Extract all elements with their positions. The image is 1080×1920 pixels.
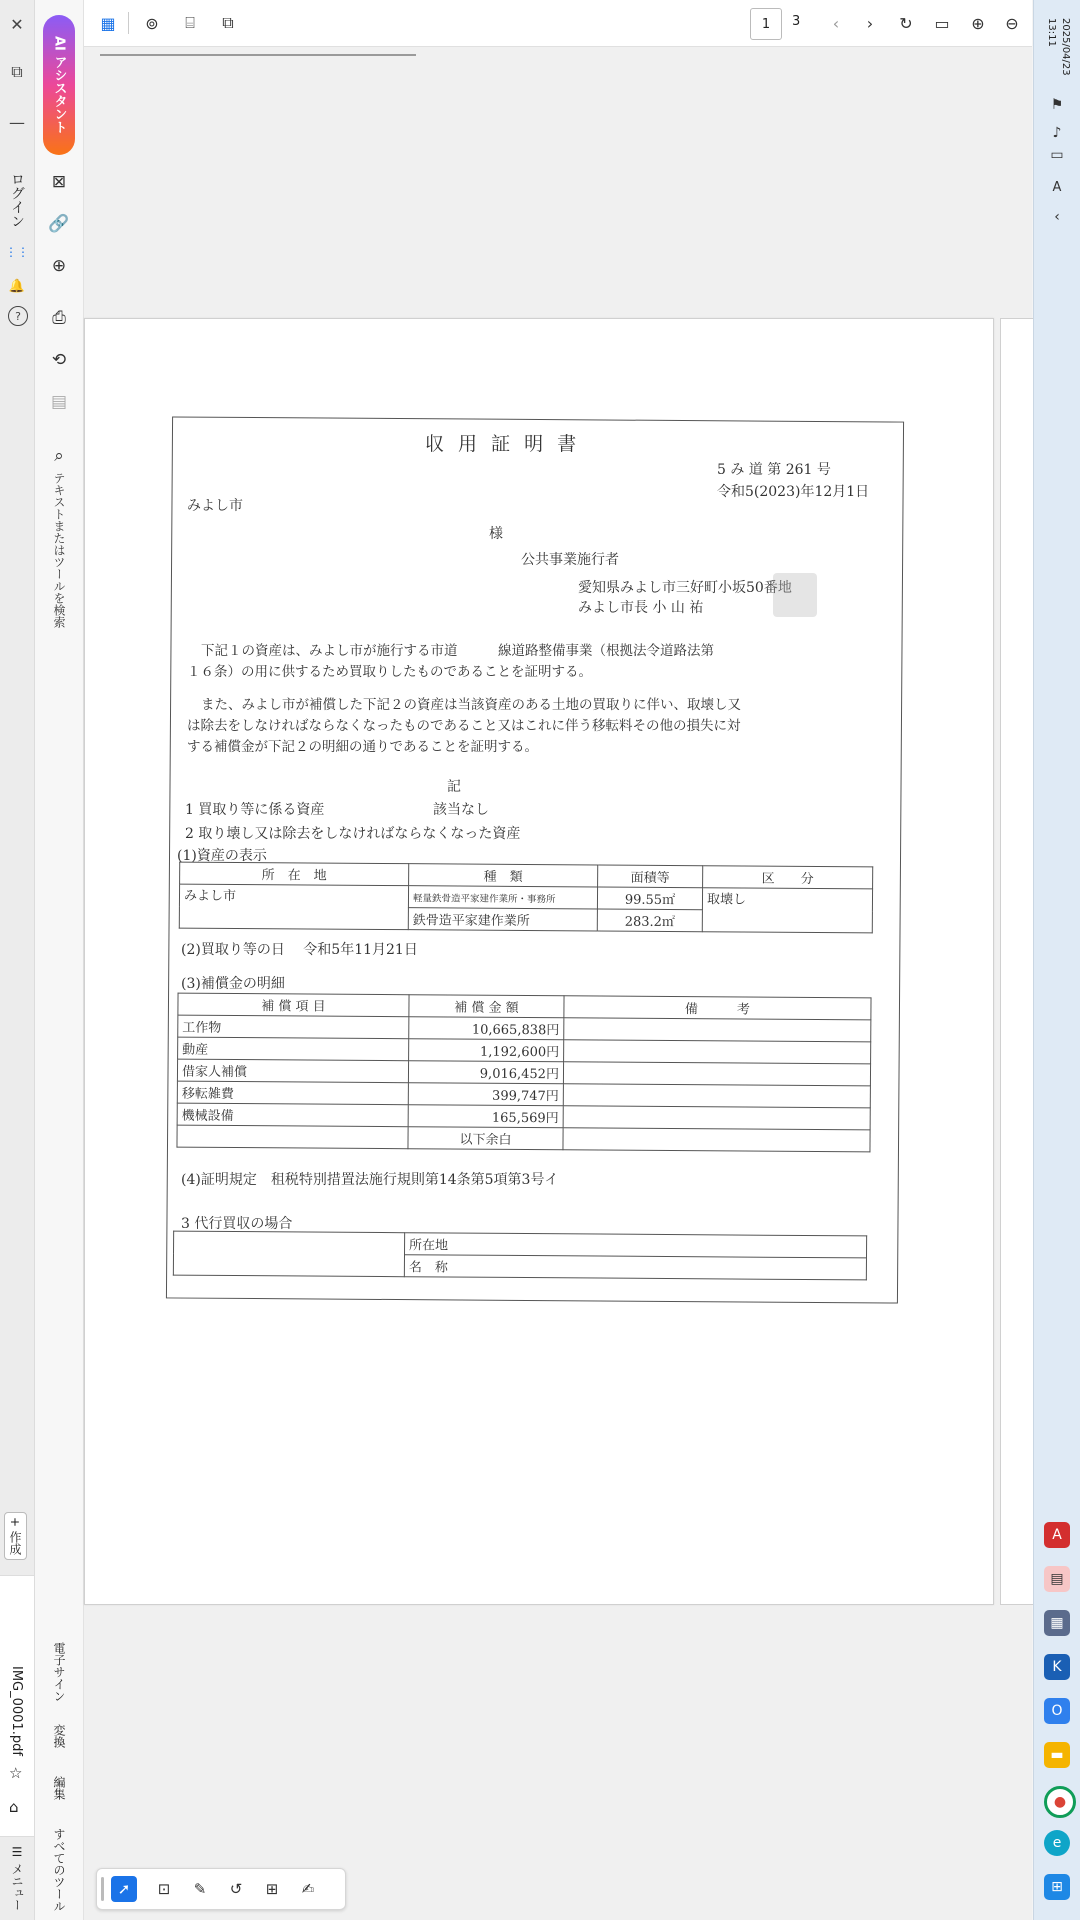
asset-area-1: 99.55㎡ xyxy=(597,887,702,910)
subsection-1: (1)資産の表示 xyxy=(177,848,267,864)
issuer-name: みよし市長 小 山 祐 xyxy=(578,600,704,616)
edit-tab[interactable]: 編集 xyxy=(52,1776,66,1800)
notification-icon[interactable]: ⚑ xyxy=(1050,97,1064,113)
next-page-preview xyxy=(1000,318,1034,1605)
outlook-app-icon[interactable]: O xyxy=(1044,1698,1070,1724)
document-date: 令和5(2023)年12月1日 xyxy=(717,484,870,500)
share-icon[interactable]: ⟲ xyxy=(51,350,67,370)
taskbar-time[interactable]: 13:11 xyxy=(1046,18,1057,47)
asset-header-type: 種 類 xyxy=(409,864,598,887)
esign-tab[interactable]: 電子サイン xyxy=(52,1642,66,1702)
volume-icon[interactable]: ♪ xyxy=(1052,125,1062,141)
left-tool-column xyxy=(35,0,84,1920)
comp-remarks xyxy=(563,1084,870,1108)
sticky-notes-app-icon[interactable]: ▤ xyxy=(1044,1566,1070,1592)
search-tools-input[interactable]: テキストまたはツールを検索 xyxy=(52,472,66,628)
draw-tool-icon[interactable]: ↺ xyxy=(229,1880,243,1898)
input-method-icon[interactable]: A xyxy=(1052,179,1062,195)
comment-tool-icon[interactable]: ⊡ xyxy=(157,1880,171,1898)
comp-remarks xyxy=(563,1128,870,1152)
toolbar-divider xyxy=(128,12,129,34)
bookmark-icon[interactable]: ⊚ xyxy=(145,13,159,33)
layers-icon[interactable]: ⧉ xyxy=(222,13,234,32)
asset-header-area: 面積等 xyxy=(598,865,703,888)
proxy-table xyxy=(173,1231,867,1281)
select-tool-icon[interactable]: ➚ xyxy=(111,1876,137,1902)
item-3: 3 代行買収の場合 xyxy=(181,1216,293,1232)
certificate-title: 収 用 証 明 書 xyxy=(425,433,581,455)
comp-item: 機械設備 xyxy=(177,1103,408,1127)
asset-type-1: 軽量鉄骨造平家建作業所・事務所 xyxy=(408,886,597,909)
comp-remarks xyxy=(564,1018,871,1042)
comp-item xyxy=(177,1125,408,1149)
top-toolbar xyxy=(84,0,1032,47)
comp-amount: 399,747円 xyxy=(408,1083,563,1106)
comp-remarks xyxy=(563,1062,870,1086)
ai-assistant-button[interactable] xyxy=(43,15,75,155)
zoom-out-icon[interactable]: ⊖ xyxy=(1005,13,1019,33)
subsection-3: (3)補償金の明細 xyxy=(181,976,285,992)
proxy-name-label: 名 称 xyxy=(404,1255,866,1280)
help-icon[interactable]: ? xyxy=(8,306,28,326)
close-window-icon[interactable]: ✕ xyxy=(10,14,24,34)
comp-amount: 165,569円 xyxy=(408,1105,563,1128)
compress-icon[interactable]: ⊠ xyxy=(51,172,67,192)
restore-window-icon[interactable]: ⧉ xyxy=(11,62,23,81)
proxy-location-label: 所在地 xyxy=(405,1233,867,1258)
asset-area-2: 283.2㎡ xyxy=(597,909,702,932)
home-icon[interactable]: ⌂ xyxy=(9,1798,19,1816)
asset-header-location: 所 在 地 xyxy=(180,862,409,886)
page-thumbnails-icon[interactable]: ▦ xyxy=(100,13,116,33)
table-row xyxy=(177,1125,870,1152)
addressee-honorific: 様 xyxy=(489,526,503,542)
file-tab[interactable] xyxy=(0,1575,34,1837)
total-pages: 3 xyxy=(792,14,801,29)
form-icon[interactable]: ▤ xyxy=(50,392,68,412)
show-hidden-icons-icon[interactable]: ‹ xyxy=(1054,209,1060,225)
comp-amount: 10,665,838円 xyxy=(409,1017,564,1040)
comp-item: 移転雑費 xyxy=(177,1081,408,1105)
attachment-icon[interactable]: ⌸ xyxy=(185,13,195,32)
taskbar-date[interactable]: 2025/04/23 xyxy=(1060,18,1071,76)
star-icon[interactable]: ☆ xyxy=(9,1764,23,1782)
windows-start-icon[interactable]: ⊞ xyxy=(1044,1874,1070,1900)
remote-app-icon[interactable]: K xyxy=(1044,1654,1070,1680)
paragraph-1-line-2: １６条）の用に供するため買取りしたものであることを証明する。 xyxy=(187,664,592,680)
document-number: 5 み 道 第 261 号 xyxy=(717,462,831,478)
taskbar xyxy=(1033,0,1080,1920)
acrobat-app-icon[interactable]: A xyxy=(1044,1522,1070,1548)
issuer-heading: 公共事業施行者 xyxy=(521,552,619,568)
comp-item: 借家人補償 xyxy=(177,1059,408,1083)
asset-type-2: 鉄骨造平家建作業所 xyxy=(408,908,597,931)
compensation-table xyxy=(176,993,871,1153)
comp-header-remarks: 備 考 xyxy=(564,996,871,1020)
item-1-value: 該当なし xyxy=(433,802,489,818)
bell-icon[interactable]: 🔔 xyxy=(8,278,26,294)
comp-remarks xyxy=(563,1106,870,1130)
asset-table xyxy=(179,862,873,934)
chrome-app-icon[interactable]: ● xyxy=(1044,1786,1076,1818)
search-icon[interactable]: ⌕ xyxy=(54,446,64,466)
pdf-page xyxy=(84,318,994,1605)
previous-page-button[interactable]: ‹ xyxy=(832,13,840,33)
ki-marker: 記 xyxy=(447,779,461,795)
menu-button[interactable]: ☰ メニュー xyxy=(10,1845,24,1911)
comp-header-amount: 補 償 金 額 xyxy=(409,995,564,1018)
zoom-in-icon[interactable]: ⊕ xyxy=(971,13,985,33)
paragraph-2-line-3: する補償金が下記２の明細の通りであることを証明する。 xyxy=(187,739,538,755)
comp-amount: 1,192,600円 xyxy=(409,1039,564,1062)
asset-location: みよし市 xyxy=(179,884,408,930)
network-icon[interactable]: ▭ xyxy=(1050,147,1064,163)
login-button[interactable]: ログイン xyxy=(9,172,25,228)
page-number-input[interactable]: 1 xyxy=(750,8,782,40)
file-explorer-app-icon[interactable]: ▬ xyxy=(1044,1742,1070,1768)
official-seal xyxy=(773,573,817,617)
create-button[interactable]: + 作成 xyxy=(4,1512,27,1560)
item-1: 1 買取り等に係る資産 xyxy=(185,802,325,818)
loading-progress-bar xyxy=(100,54,416,56)
apps-grid-icon[interactable]: ⋮⋮ xyxy=(5,245,29,259)
comment-add-icon[interactable]: ⊕ xyxy=(51,256,67,276)
sign-tool-icon[interactable]: ✍ xyxy=(301,1880,315,1898)
comp-header-item: 補 償 項 目 xyxy=(178,993,409,1017)
drag-handle[interactable] xyxy=(101,1877,104,1901)
file-tab-label[interactable]: IMG_0001.pdf xyxy=(9,1666,24,1756)
asset-category: 取壊し xyxy=(702,888,872,933)
subsection-2: (2)買取り等の日 令和5年11月21日 xyxy=(181,942,418,958)
text-box-tool-icon[interactable]: ⊞ xyxy=(265,1880,279,1898)
addressee-city: みよし市 xyxy=(187,498,243,514)
print-icon[interactable]: ⎙ xyxy=(52,308,66,328)
highlight-tool-icon[interactable]: ✎ xyxy=(193,1880,207,1898)
item-2: 2 取り壊し又は除去をしなければならなくなった資産 xyxy=(185,826,521,842)
paragraph-2-line-1: また、みよし市が補償した下記２の資産は当該資産のある土地の買取りに伴い、取壊し又 xyxy=(201,697,741,713)
asset-header-category: 区 分 xyxy=(703,866,873,889)
ai-assistant-label: AI アシスタント xyxy=(51,36,67,134)
rotate-icon[interactable]: ↻ xyxy=(899,13,913,33)
paragraph-1-line-1: 下記１の資産は、みよし市が施行する市道 線道路整備事業（根拠法令道路法第 xyxy=(201,643,714,659)
link-icon[interactable]: 🔗 xyxy=(48,214,70,234)
scanned-certificate xyxy=(85,319,993,1604)
minimize-window-icon[interactable]: — xyxy=(9,112,25,132)
calculator-app-icon[interactable]: ▦ xyxy=(1044,1610,1070,1636)
all-tools-tab[interactable]: すべてのツール xyxy=(52,1828,66,1912)
convert-tab[interactable]: 変換 xyxy=(52,1724,66,1748)
comp-item: 工作物 xyxy=(178,1015,409,1039)
subsection-4: (4)証明規定 租税特別措置法施行規則第14条第5項第3号イ xyxy=(181,1172,559,1188)
next-page-button[interactable]: › xyxy=(866,13,874,33)
issuer-address: 愛知県みよし市三好町小坂50番地 xyxy=(578,580,792,596)
proxy-blank-cell xyxy=(173,1231,404,1277)
paragraph-2-line-2: は除去をしなければならなくなったものであること又はこれに伴う移転料その他の損失に対 xyxy=(187,718,741,734)
comp-amount: 9,016,452円 xyxy=(408,1061,563,1084)
comp-remarks xyxy=(564,1040,871,1064)
comp-remainder: 以下余白 xyxy=(408,1127,563,1150)
page-view-icon[interactable]: ▭ xyxy=(934,13,950,33)
annotation-toolbar xyxy=(96,1868,346,1910)
comp-item: 動産 xyxy=(178,1037,409,1061)
edge-app-icon[interactable]: e xyxy=(1044,1830,1070,1856)
